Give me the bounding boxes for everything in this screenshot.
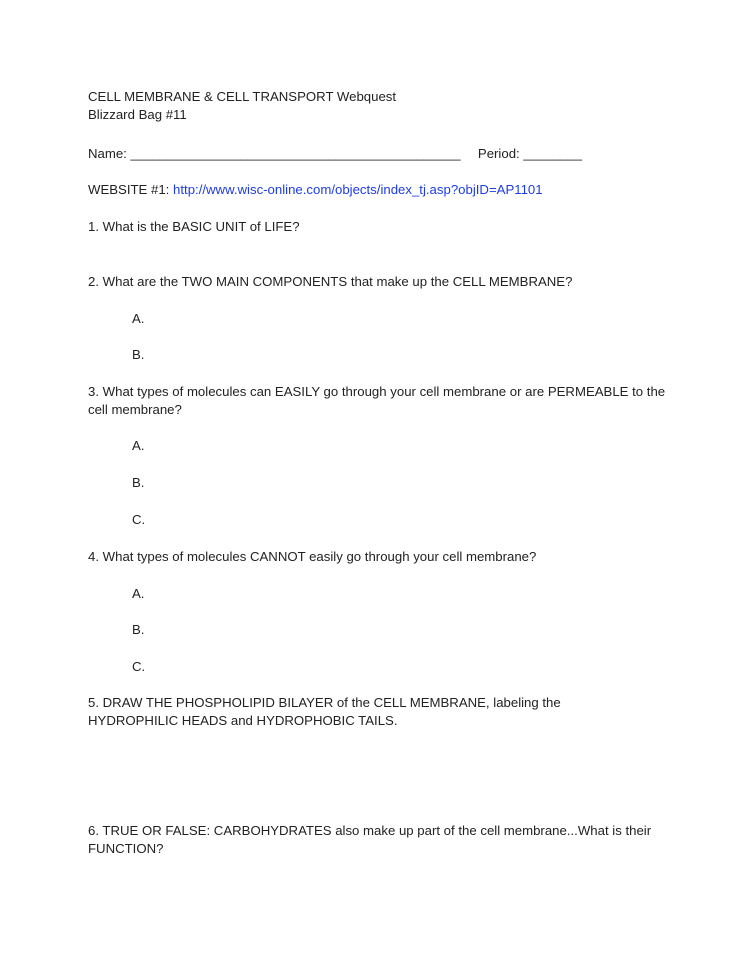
period-blank: ________ <box>523 146 583 161</box>
question-3-option-b: B. <box>132 475 145 490</box>
name-period-row <box>88 145 582 163</box>
website-link[interactable]: http://www.wisc-online.com/objects/index_tj.asp?objID=AP1101 <box>173 182 543 197</box>
question-4-option-b: B. <box>132 622 145 637</box>
question-4-option-a: A. <box>132 586 145 601</box>
question-4: 4. What types of molecules CANNOT easily go through your cell membrane? <box>88 549 537 564</box>
name-label: Name: <box>88 146 127 161</box>
document-subtitle: Blizzard Bag #11 <box>88 107 187 122</box>
question-3-option-a: A. <box>132 438 145 453</box>
question-1: 1. What is the BASIC UNIT of LIFE? <box>88 219 300 234</box>
website-row <box>88 181 543 199</box>
period-label: Period: <box>477 146 520 161</box>
question-2-option-a: A. <box>132 311 145 326</box>
question-6: 6. TRUE OR FALSE: CARBOHYDRATES also make up part of the cell membrane...What is their FUNCTION? <box>88 823 652 856</box>
question-4-option-c: C. <box>132 659 146 674</box>
question-3-option-c: C. <box>132 512 146 527</box>
document-title: CELL MEMBRANE & CELL TRANSPORT Webquest <box>88 89 397 104</box>
name-blank: _____________________________________________ <box>130 146 461 161</box>
question-3: 3. What types of molecules can EASILY go through your cell membrane or are PERMEABLE to the cell membrane? <box>88 384 666 417</box>
question-5: 5. DRAW THE PHOSPHOLIPID BILAYER of the CELL MEMBRANE, labeling the HYDROPHILIC HEADS and HYDROPHOBIC TAILS. <box>88 695 561 728</box>
website-label: WEBSITE #1: <box>88 182 170 197</box>
question-2: 2. What are the TWO MAIN COMPONENTS that make up the CELL MEMBRANE? <box>88 274 573 289</box>
question-2-option-b: B. <box>132 347 145 362</box>
